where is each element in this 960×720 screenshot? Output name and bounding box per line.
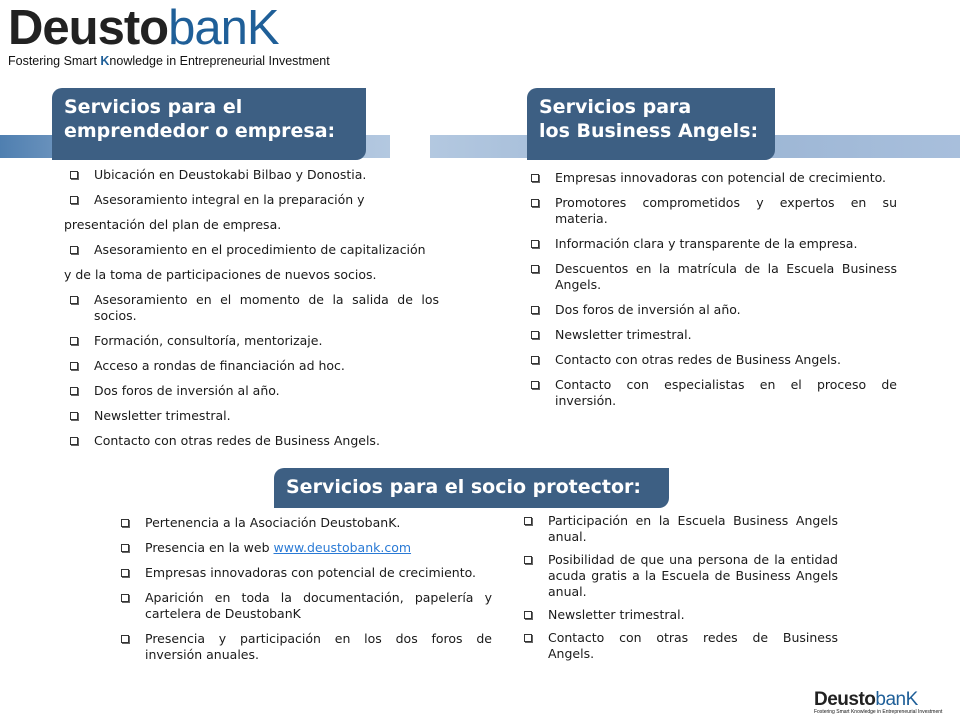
logo-small-wordmark-blue: banK [875,689,918,710]
list-item: Asesoramiento integral en la preparación y [64,192,439,208]
list-item [115,540,492,556]
socio-protector-list-right [518,513,838,669]
list-item: Promotores comprometidos y expertos en su materia. [525,195,897,227]
logo-tagline [8,54,330,68]
emprendedor-heading [52,88,366,160]
deustobank-logo [8,1,330,68]
list-item: Contacto con otras redes de Business Angels. [518,630,838,662]
list-item: Dos foros de inversión al año. [64,383,439,399]
logo-small-tagline: Fostering Smart Knowledge in Entrepreneurial Investment [814,709,943,715]
list-item: Contacto con otras redes de Business Angels. [64,433,439,449]
deustobank-website-link[interactable]: www.deustobank.com [273,540,412,555]
list-item: Presencia y participación en los dos foros de inversión anuales. [115,631,492,663]
logo-wordmark [8,1,330,55]
list-item: Empresas innovadoras con potencial de crecimiento. [115,565,492,581]
list-item-continuation: y de la toma de participaciones de nuevos socios. [64,267,377,282]
business-angels-list [525,170,897,418]
list-item: Aparición en toda la documentación, papelería y cartelera de DeustobanK [115,590,492,622]
web-presence-label: Presencia en la web [145,540,274,555]
list-item: Posibilidad de que una persona de la entidad acuda gratis a la Escuela de Business Angels anual. [518,552,838,600]
socio-protector-heading-text: Servicios para el socio protector: [286,476,641,498]
list-item: Empresas innovadoras con potencial de crecimiento. [525,170,897,186]
deustobank-logo-small [814,690,942,715]
logo-wordmark-blue: banK [168,1,279,55]
socio-protector-heading [274,468,669,508]
list-item: Asesoramiento en el procedimiento de capitalización [64,242,439,258]
list-item: Newsletter trimestral. [64,408,439,424]
logo-wordmark-dark: Deusto [8,1,169,55]
list-item: Contacto con otras redes de Business Angels. [525,352,897,368]
business-angels-heading [527,88,775,160]
list-item: Newsletter trimestral. [518,607,838,623]
list-item: Descuentos en la matrícula de la Escuela Business Angels. [525,261,897,293]
logo-tagline-k: K [100,54,110,68]
list-item: Acceso a rondas de financiación ad hoc. [64,358,439,374]
socio-protector-list-left [115,515,492,672]
list-item-continuation: presentación del plan de empresa. [64,217,282,232]
list-item: Dos foros de inversión al año. [525,302,897,318]
list-item: Pertenencia a la Asociación DeustobanK. [115,515,492,531]
list-item: Ubicación en Deustokabi Bilbao y Donostia. [64,167,439,183]
business-angels-heading-line2: los Business Angels: [539,119,759,142]
list-item: Contacto con especialistas en el proceso de inversión. [525,377,897,409]
business-angels-heading-line1: Servicios para [539,96,692,118]
emprendedor-heading-line1: Servicios para el [64,96,243,118]
logo-tagline-pre: Fostering Smart [8,54,101,68]
emprendedor-heading-line2: emprendedor o empresa: [64,119,336,142]
logo-small-wordmark [814,690,942,709]
logo-tagline-post: nowledge in Entrepreneurial Investment [109,54,330,68]
list-item: Newsletter trimestral. [525,327,897,343]
list-item: Información clara y transparente de la empresa. [525,236,897,252]
logo-small-wordmark-dark: Deusto [814,689,876,710]
emprendedor-list [64,167,439,458]
list-item: Formación, consultoría, mentorizaje. [64,333,439,349]
list-item: Asesoramiento en el momento de la salida de los socios. [64,292,439,324]
list-item: Participación en la Escuela Business Angels anual. [518,513,838,545]
